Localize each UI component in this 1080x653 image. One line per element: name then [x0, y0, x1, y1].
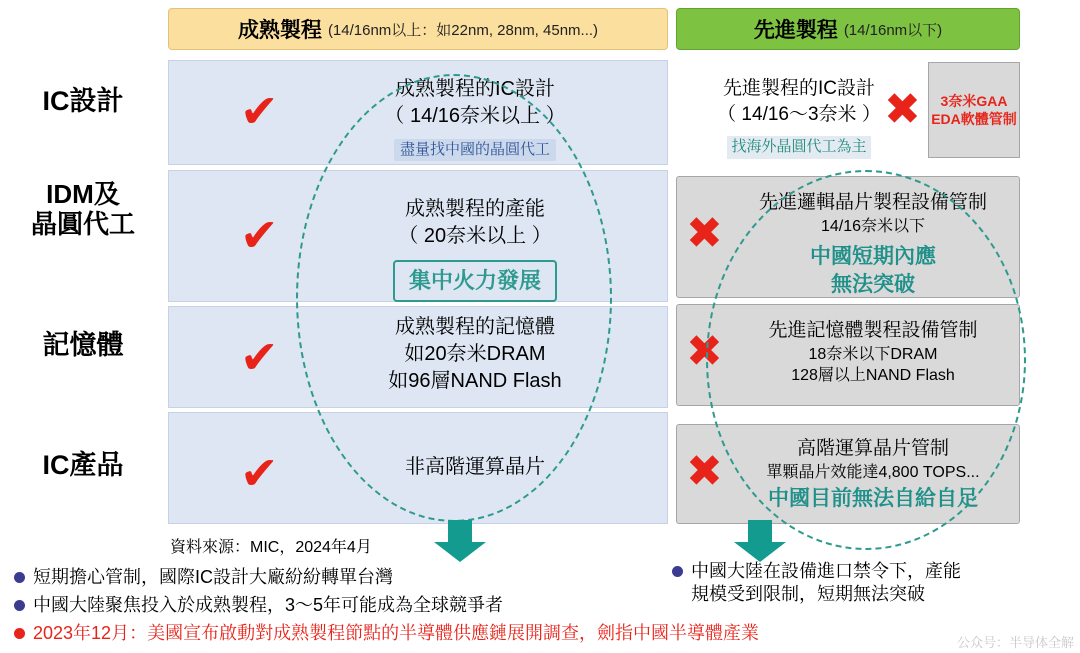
- bullet-left-2: [14, 594, 654, 617]
- bullet-right-1-line1: 中國大陸在設備進口禁令下，產能: [691, 561, 961, 581]
- advanced-ic-product-line2: 單顆晶片效能達4,800 TOPS...: [766, 463, 980, 481]
- source-note: 資料來源：MIC，2024年4月: [170, 539, 372, 556]
- header-advanced-subtitle: (14/16nm以下): [843, 21, 943, 39]
- row-label-idm-foundry: [0, 180, 166, 240]
- advanced-memory-line2: 18奈米以下DRAM: [808, 345, 938, 363]
- advanced-eda-control-text: [931, 92, 1017, 128]
- advanced-memory-line3: 128層以上NAND Flash: [791, 367, 955, 385]
- header-mature-title: 成熟製程: [237, 19, 322, 42]
- advanced-text-logic: [730, 190, 1016, 298]
- advanced-text-ic-product: [730, 436, 1016, 513]
- cross-icon-memory: ✖: [686, 326, 723, 377]
- mature-memory-line1: 成熟製程的記憶體: [395, 316, 555, 338]
- check-icon-capacity: ✔: [240, 208, 279, 262]
- bullet-right-1-text: [691, 560, 961, 607]
- mature-ic-design-note: 盡量找中國的晶圓代工: [394, 139, 556, 161]
- arrow-stem-right: [748, 520, 772, 542]
- bullet-dot-red-icon: [14, 628, 25, 639]
- bullet-bottom: [14, 622, 1064, 645]
- arrow-stem-left: [448, 520, 472, 542]
- mature-text-ic-product: [290, 454, 660, 481]
- header-advanced-title: 先進製程: [753, 19, 838, 42]
- bullet-dot-icon: [14, 572, 25, 583]
- check-icon-ic-design: ✔: [240, 84, 279, 138]
- mature-text-ic-design: [290, 76, 660, 162]
- header-mature-process: [168, 8, 668, 50]
- advanced-ic-product-teal1: 中國目前無法自給自足: [768, 487, 978, 511]
- row-label-idm-line2: 晶圓代工: [30, 208, 135, 239]
- cross-icon-logic: ✖: [686, 208, 723, 259]
- mature-ic-product-line1: 非高階運算晶片: [405, 456, 545, 478]
- advanced-eda-control-box: [928, 62, 1020, 158]
- mature-text-capacity: [290, 196, 660, 302]
- header-mature-subtitle: (14/16nm以上：如22nm, 28nm, 45nm...): [327, 21, 599, 39]
- advanced-ic-design-line1: 先進製程的IC設計: [722, 78, 875, 99]
- watermark: 公众号：半导体全解: [956, 635, 1074, 650]
- advanced-logic-teal1: 中國短期內應: [810, 245, 936, 269]
- check-icon-memory: ✔: [240, 330, 279, 384]
- bullet-bottom-text: 2023年12月：美國宣布啟動對成熟製程節點的半導體供應鏈展開調查，劍指中國半導體產業: [33, 623, 760, 643]
- row-label-ic-design: IC設計: [42, 86, 124, 116]
- arrow-head-left: [434, 542, 486, 562]
- cross-icon-ic-design: ✖: [884, 84, 921, 135]
- mature-capacity-line1: 成熟製程的產能: [405, 198, 545, 220]
- bullet-right-1: [672, 560, 1072, 607]
- mature-memory-line2: 如20奈米DRAM: [404, 343, 546, 365]
- advanced-ic-design-note: 找海外晶圓代工為主: [727, 136, 870, 158]
- row-label-ic-product: IC產品: [42, 450, 124, 480]
- mature-memory-line3: 如96層NAND Flash: [388, 370, 562, 392]
- header-advanced-process: [676, 8, 1020, 50]
- row-label-idm-line1: IDM及: [46, 179, 120, 209]
- advanced-text-memory: [730, 318, 1016, 387]
- advanced-ic-product-line1: 高階運算晶片管制: [796, 438, 949, 459]
- advanced-logic-teal2: 無法突破: [831, 272, 915, 296]
- bullet-dot-icon: [672, 566, 683, 577]
- check-icon-ic-product: ✔: [240, 446, 279, 500]
- mature-ic-design-line1: 成熟製程的IC設計: [395, 78, 555, 100]
- advanced-logic-line2: 14/16奈米以下: [820, 217, 926, 235]
- mature-capacity-line2: （ 20奈米以上 ）: [398, 225, 552, 247]
- mature-capacity-highlight: 集中火力發展: [393, 260, 557, 302]
- advanced-memory-line1: 先進記憶體製程設備管制: [768, 320, 978, 341]
- advanced-eda-line1: 3奈米GAA: [940, 92, 1008, 109]
- mature-text-memory: [290, 314, 660, 395]
- advanced-eda-line2: EDA軟體管制: [931, 111, 1017, 127]
- row-label-memory: 記憶體: [42, 330, 124, 360]
- arrow-head-right: [734, 542, 786, 562]
- bullet-left-2-text: 中國大陸聚焦投入於成熟製程，3～5年可能成為全球競爭者: [33, 595, 504, 615]
- cross-icon-ic-product: ✖: [686, 446, 723, 497]
- bullet-left-1-text: 短期擔心管制，國際IC設計大廠紛紛轉單台灣: [33, 567, 393, 587]
- advanced-ic-design-line2: （ 14/16～3奈米 ）: [717, 103, 881, 125]
- advanced-logic-line1: 先進邏輯晶片製程設備管制: [758, 192, 987, 213]
- bullet-dot-icon: [14, 600, 25, 611]
- mature-ic-design-line2: （ 14/16奈米以上 ）: [384, 105, 566, 127]
- bullet-left-1: [14, 566, 654, 589]
- bullet-right-1-line2: 規模受到限制，短期無法突破: [691, 584, 925, 605]
